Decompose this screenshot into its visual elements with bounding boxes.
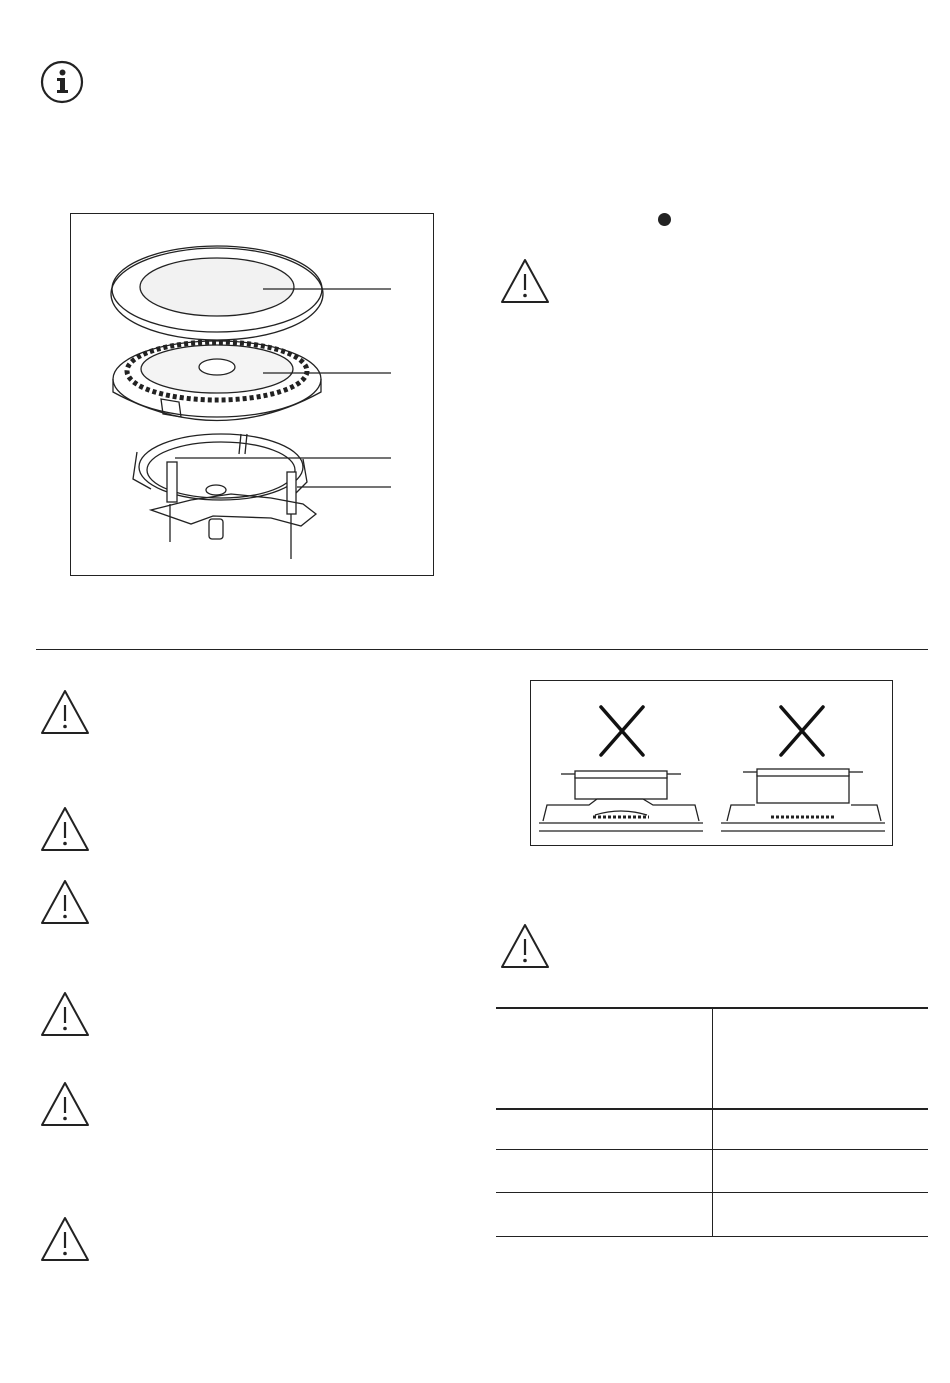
- burner-cap: [111, 246, 323, 340]
- burner-base: [133, 434, 316, 559]
- section-divider: [36, 649, 928, 650]
- cross-icon: [781, 707, 823, 755]
- table-column-rule: [712, 1008, 713, 1237]
- warning-icon: [40, 689, 90, 735]
- cross-icon: [601, 707, 643, 755]
- warning-icon: [40, 879, 90, 925]
- warning-icon: [40, 1216, 90, 1262]
- warning-icon: [40, 806, 90, 852]
- pan-no-support: [743, 769, 863, 803]
- bullet-dot-icon: [658, 213, 671, 226]
- burner-grate: [727, 805, 881, 821]
- warning-icon: [40, 991, 90, 1037]
- small-pan: [561, 771, 681, 799]
- pan-placement-figure: [530, 680, 893, 846]
- info-icon: [40, 60, 84, 104]
- warning-icon: [500, 923, 550, 969]
- burner-crown: [113, 341, 321, 421]
- warning-icon: [500, 258, 550, 304]
- burner-exploded-figure: [70, 213, 434, 576]
- burner-grate: [543, 799, 699, 821]
- warning-icon: [40, 1081, 90, 1127]
